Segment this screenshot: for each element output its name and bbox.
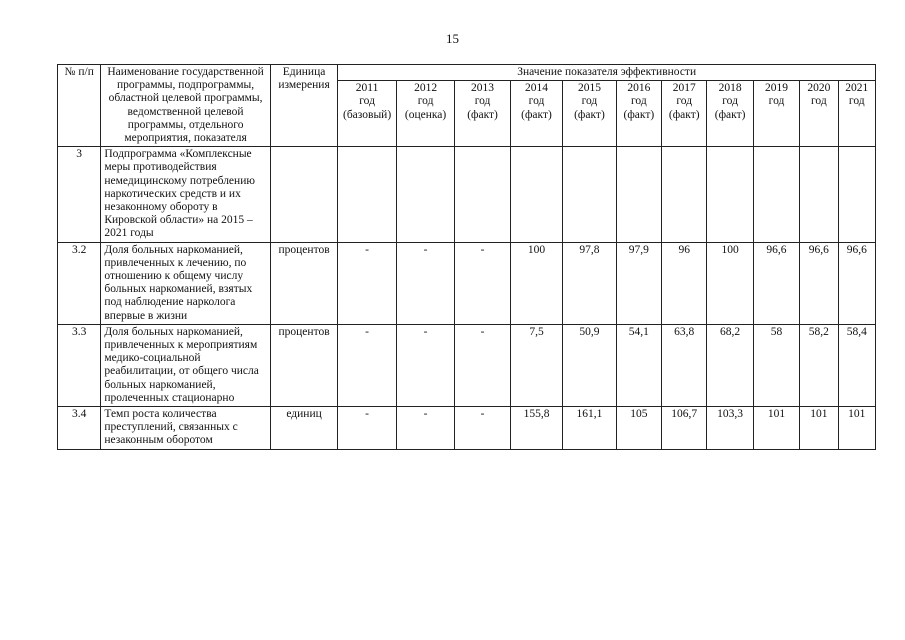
- row-value: 50,9: [563, 324, 616, 406]
- row-value: 96,6: [800, 242, 838, 324]
- row-value: 58,2: [800, 324, 838, 406]
- row-value: 97,9: [616, 242, 661, 324]
- row-num: 3.2: [58, 242, 101, 324]
- header-year: 2017 год (факт): [662, 81, 707, 147]
- row-value: -: [338, 324, 396, 406]
- row-value: 63,8: [662, 324, 707, 406]
- row-num: 3: [58, 147, 101, 242]
- row-value: [510, 147, 562, 242]
- row-value: [338, 147, 396, 242]
- row-value: [707, 147, 753, 242]
- row-value: -: [455, 407, 510, 450]
- row-value: [662, 147, 707, 242]
- row-value: -: [396, 407, 454, 450]
- header-year: 2019 год: [753, 81, 799, 147]
- row-value: [800, 147, 838, 242]
- header-year: 2018 год (факт): [707, 81, 753, 147]
- row-value: -: [396, 242, 454, 324]
- header-year: 2015 год (факт): [563, 81, 616, 147]
- row-value: 7,5: [510, 324, 562, 406]
- row-value: [455, 147, 510, 242]
- row-value: 96,6: [753, 242, 799, 324]
- row-value: -: [396, 324, 454, 406]
- row-value: 96,6: [838, 242, 876, 324]
- row-value: -: [455, 242, 510, 324]
- row-value: 101: [838, 407, 876, 450]
- row-value: 96: [662, 242, 707, 324]
- row-value: [396, 147, 454, 242]
- row-value: 103,3: [707, 407, 753, 450]
- table-row: [58, 147, 876, 242]
- page-number: 15: [446, 31, 459, 46]
- row-value: 58: [753, 324, 799, 406]
- header-unit: Единица измерения: [270, 65, 338, 147]
- header-row-group: [58, 65, 876, 81]
- row-value: 101: [800, 407, 838, 450]
- header-name: Наименование государственной программы, подпрограммы, областной целевой программы, ведомственной целевой программы, отдельного мероприятия, показателя: [101, 65, 270, 147]
- row-value: [838, 147, 876, 242]
- row-value: 100: [510, 242, 562, 324]
- row-value: [616, 147, 661, 242]
- header-year: 2016 год (факт): [616, 81, 661, 147]
- row-value: 101: [753, 407, 799, 450]
- row-value: 155,8: [510, 407, 562, 450]
- table-row: [58, 407, 876, 450]
- table-row: [58, 242, 876, 324]
- row-num: 3.4: [58, 407, 101, 450]
- row-name: Доля больных наркоманией, привлеченных к мероприятиям медико-социальной реабилитации, от общего числа больных наркоманией, пролеченных стационарно: [101, 324, 270, 406]
- header-year: 2020 год: [800, 81, 838, 147]
- row-unit: процентов: [270, 324, 338, 406]
- row-value: 105: [616, 407, 661, 450]
- header-num: № п/п: [58, 65, 101, 147]
- header-year: 2021 год: [838, 81, 876, 147]
- row-value: -: [338, 407, 396, 450]
- row-value: -: [338, 242, 396, 324]
- indicators-table: [57, 64, 876, 450]
- row-num: 3.3: [58, 324, 101, 406]
- row-value: 100: [707, 242, 753, 324]
- row-name: Доля больных наркоманией, привлеченных к лечению, по отношению к общему числу больных наркоманией, взятых под наблюдение нарколога впервые в жизни: [101, 242, 270, 324]
- header-year: 2013 год (факт): [455, 81, 510, 147]
- row-value: 54,1: [616, 324, 661, 406]
- header-year: 2012 год (оценка): [396, 81, 454, 147]
- row-value: 106,7: [662, 407, 707, 450]
- row-value: [753, 147, 799, 242]
- row-unit: [270, 147, 338, 242]
- row-name: Подпрограмма «Комплексные меры противодействия немедицинскому потреблению наркотических средств и их незаконному обороту в Кировской области» на 2015 – 2021 годы: [101, 147, 270, 242]
- table-row: [58, 324, 876, 406]
- header-year: 2011 год (базовый): [338, 81, 396, 147]
- row-unit: единиц: [270, 407, 338, 450]
- row-value: 97,8: [563, 242, 616, 324]
- row-unit: процентов: [270, 242, 338, 324]
- row-value: -: [455, 324, 510, 406]
- row-name: Темп роста количества преступлений, связанных с незаконным оборотом: [101, 407, 270, 450]
- header-value-group: Значение показателя эффективности: [338, 65, 876, 81]
- row-value: 68,2: [707, 324, 753, 406]
- row-value: 161,1: [563, 407, 616, 450]
- row-value: [563, 147, 616, 242]
- header-year: 2014 год (факт): [510, 81, 562, 147]
- row-value: 58,4: [838, 324, 876, 406]
